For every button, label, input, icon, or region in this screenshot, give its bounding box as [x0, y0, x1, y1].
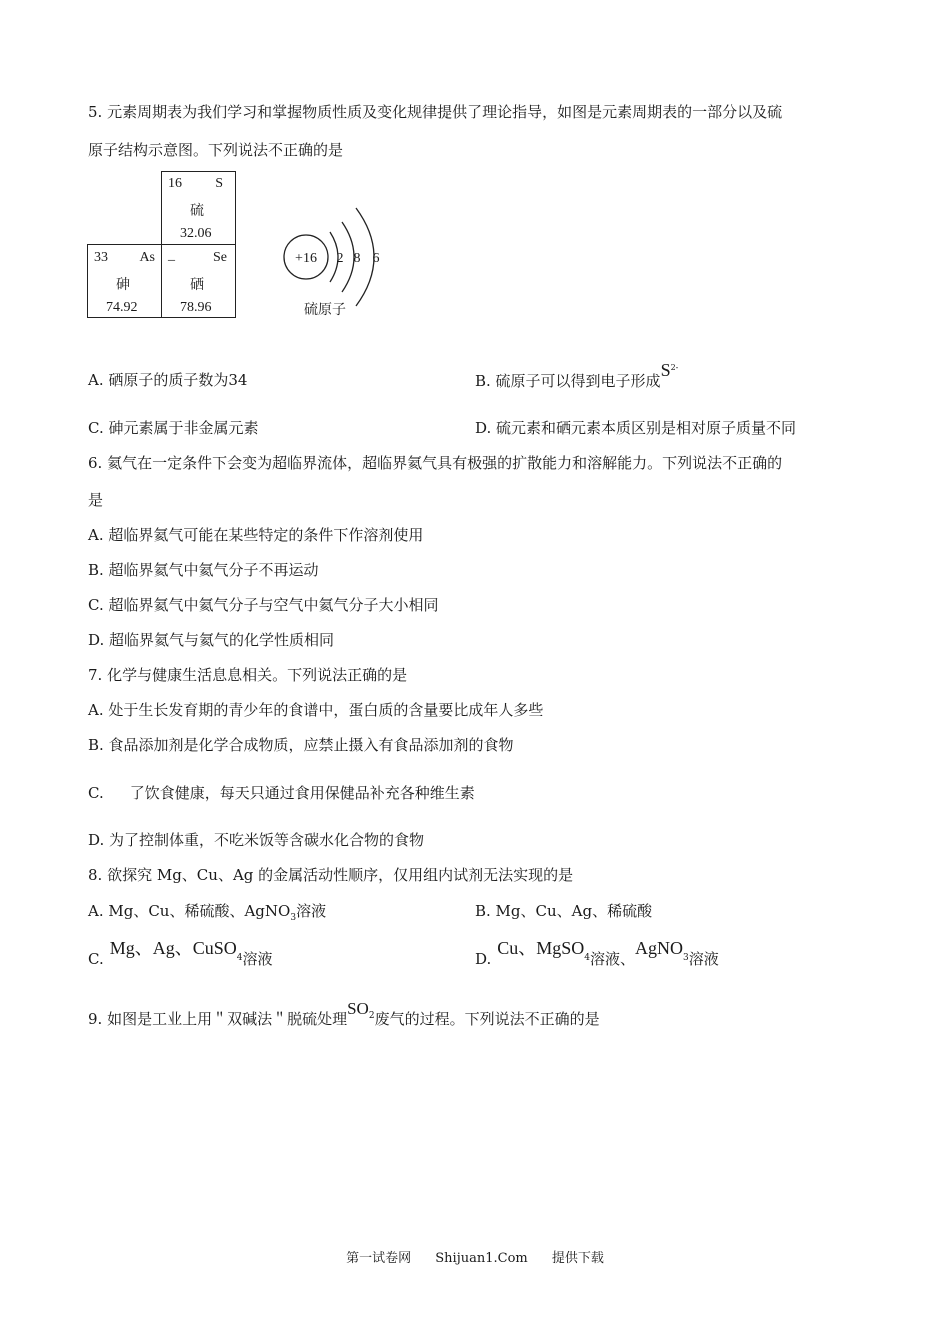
q8-option-d-mid: 溶液、 [590, 950, 636, 968]
q8-option-a [88, 901, 326, 924]
q8-option-d-sub-1: 4 [584, 953, 591, 963]
shell-arc-2 [342, 222, 354, 292]
q8-option-d-formula-2: AgNO [635, 938, 684, 958]
element-cell-selenium [161, 244, 236, 318]
q8-option-d-label: D. [475, 950, 492, 968]
shell-electrons-1: 2 [336, 251, 344, 266]
q8-option-c [88, 938, 273, 972]
q8-option-d-formula-1: Cu、MgSO [497, 938, 585, 958]
q8-option-c-sub: 4 [236, 953, 243, 963]
q7-option-a: A. 处于生长发育期的青少年的食谱中，蛋白质的含量要比成年人多些 [88, 701, 544, 719]
sulfur-mass: 32.06 [180, 226, 212, 241]
q7-stem: 7. 化学与健康生活息息相关。下列说法正确的是 [88, 666, 408, 684]
q9-stem [88, 999, 600, 1032]
q8-option-a-text: A. Mg、Cu、稀硫酸、AgNO [88, 902, 291, 920]
selenium-name: 硒 [190, 278, 204, 293]
q8-option-d-post: 溶液 [688, 950, 719, 968]
q9-stem-sub: 2 [368, 1011, 375, 1021]
q8-option-a-post: 溶液 [296, 902, 327, 920]
q6-option-d: D. 超临界氦气与氦气的化学性质相同 [88, 631, 335, 649]
q8-option-c-label: C. [88, 950, 104, 968]
q6-option-b: B. 超临界氦气中氦气分子不再运动 [88, 561, 319, 579]
q9-stem-post: 废气的过程。下列说法不正确的是 [374, 1010, 600, 1028]
footer-provider: 提供下载 [551, 1251, 604, 1266]
q8-option-d [475, 938, 719, 972]
q8-option-b: B. Mg、Cu、Ag、稀硫酸 [475, 902, 653, 920]
selenium-mass: 78.96 [180, 300, 212, 315]
q8-option-c-post: 溶液 [242, 950, 273, 968]
arsenic-symbol: As [139, 250, 155, 265]
q5-option-b-text: B. 硫原子可以得到电子形成 [475, 372, 661, 390]
q5-stem-line1: 5. 元素周期表为我们学习和掌握物质性质及变化规律提供了理论指导，如图是元素周期表的一部分以及硫 [88, 103, 783, 121]
arsenic-mass: 74.92 [106, 300, 138, 315]
q7-option-b: B. 食品添加剂是化学合成物质，应禁止摄入有食品添加剂的食物 [88, 736, 514, 754]
selenium-symbol: Se [213, 250, 227, 265]
q5-option-b [475, 360, 679, 394]
element-cell-sulfur [161, 171, 236, 245]
q9-stem-text: 9. 如图是工业上用＂双碱法＂脱硫处理 [88, 1010, 348, 1028]
q6-stem-line1: 6. 氦气在一定条件下会变为超临界流体，超临界氦气具有极强的扩散能力和溶解能力。下列说法不正确的 [88, 454, 783, 472]
q7-option-d: D. 为了控制体重，不吃米饭等含碳水化合物的食物 [88, 831, 425, 849]
selenium-number: _ [168, 248, 175, 263]
q5-option-d: D. 硫元素和硒元素本质区别是相对原子质量不同 [475, 419, 797, 437]
q8-option-d-sub-2: 3 [683, 953, 689, 963]
q7-option-c-text: 了饮食健康，每天只通过食用保健品补充各种维生素 [129, 784, 475, 802]
page-footer [0, 1247, 950, 1266]
nucleus-charge: +16 [295, 251, 317, 266]
sulfur-number: 16 [168, 176, 182, 191]
q5-option-b-ion: S [660, 360, 671, 380]
shell-electrons-3: 6 [372, 251, 380, 266]
q5-option-b-charge: 2- [670, 363, 679, 372]
element-cell-arsenic [87, 244, 162, 318]
q8-stem: 8. 欲探究 Mg、Cu、Ag 的金属活动性顺序，仅用组内试剂无法实现的是 [88, 866, 574, 884]
q9-stem-formula: SO [347, 999, 369, 1018]
q8-option-a-sub: 3 [290, 913, 297, 923]
atom-caption: 硫原子 [304, 302, 346, 318]
shell-electrons-2: 8 [353, 251, 361, 266]
q7-option-c-label: C. [88, 784, 104, 802]
q6-stem-line2: 是 [88, 491, 104, 509]
q5-option-a: A. 硒原子的质子数为34 [88, 371, 248, 389]
q5-option-c: C. 砷元素属于非金属元素 [88, 419, 259, 437]
sulfur-symbol: S [215, 176, 223, 191]
q6-option-a: A. 超临界氦气可能在某些特定的条件下作溶剂使用 [88, 526, 424, 544]
q5-stem-line2: 原子结构示意图。下列说法不正确的是 [88, 141, 344, 159]
footer-site-name: 第一试卷网 [346, 1251, 412, 1266]
arsenic-number: 33 [94, 250, 108, 265]
q7-option-c [88, 783, 475, 803]
q6-option-c: C. 超临界氦气中氦气分子与空气中氦气分子大小相同 [88, 596, 439, 614]
q8-option-c-formula: Mg、Ag、CuSO [109, 938, 237, 958]
sulfur-name: 硫 [190, 204, 204, 219]
arsenic-name: 砷 [116, 278, 130, 293]
footer-site-url: Shijuan1.Com [435, 1251, 528, 1266]
